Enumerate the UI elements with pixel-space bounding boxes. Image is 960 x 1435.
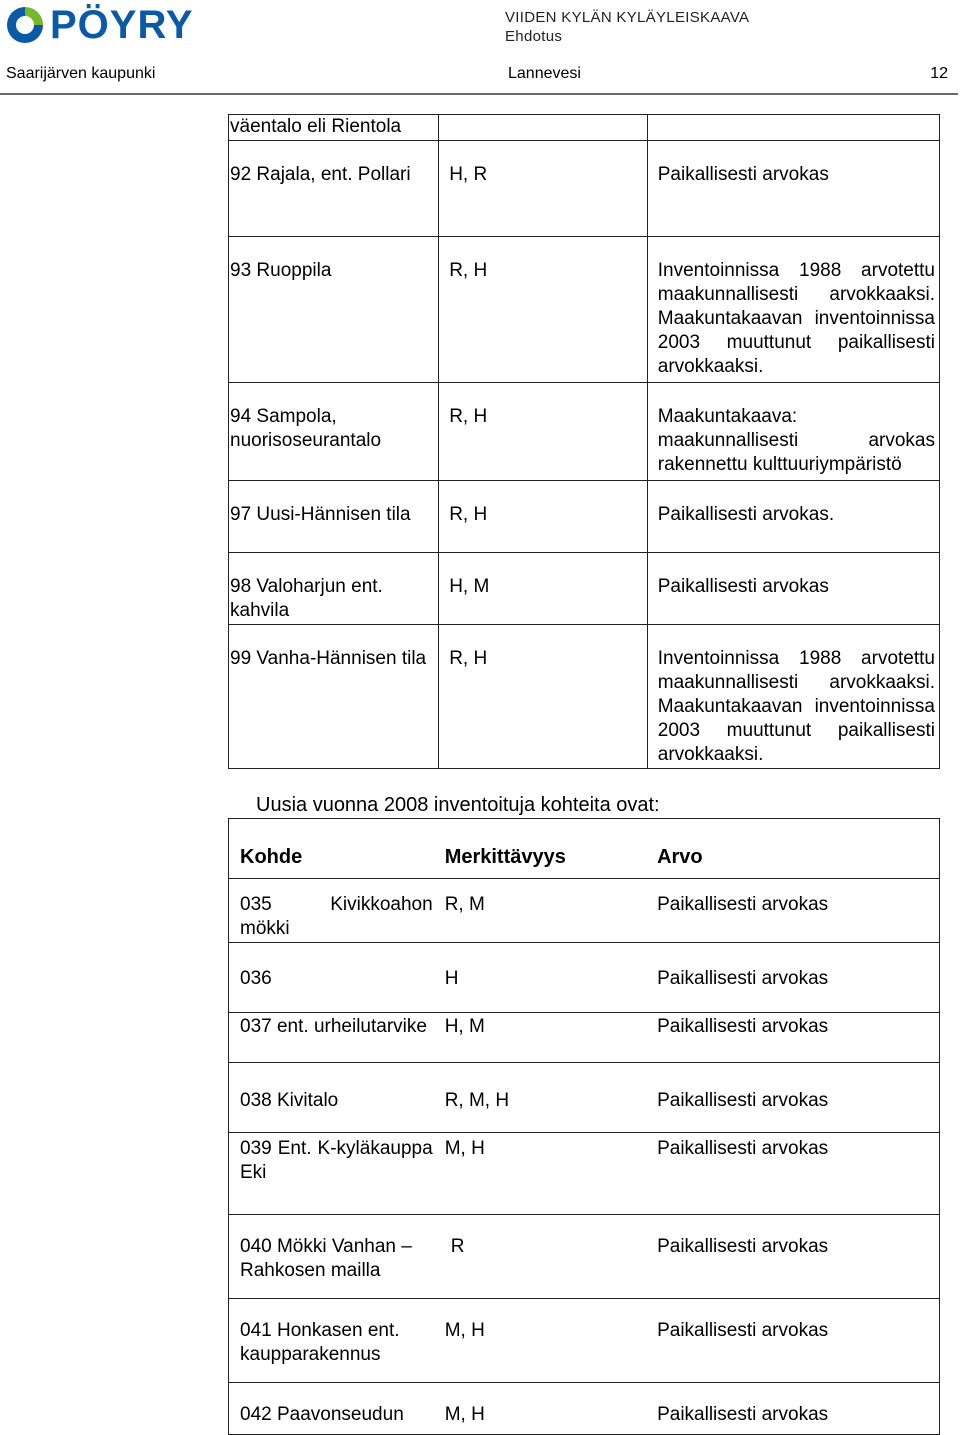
cell-value: Paikallisesti arvokas xyxy=(647,1299,939,1383)
cell-value: Paikallisesti arvokas xyxy=(647,943,939,1013)
cell-name: 041 Honkasen ent. kaupparakennus xyxy=(229,1299,439,1383)
cell-value: Maakuntakaava: maakunnallisesti arvokas rakennettu kulttuuriympäristö xyxy=(647,383,939,481)
area-name: Lannevesi xyxy=(508,65,581,82)
cell-value: Paikallisesti arvokas xyxy=(647,879,939,943)
cell-name: 98 Valoharjun ent. kahvila xyxy=(229,553,439,625)
table-row xyxy=(229,383,940,481)
cell-significance: R, H xyxy=(439,625,648,769)
cell-name: 97 Uusi-Hännisen tila xyxy=(229,481,439,553)
cell-significance: H, R xyxy=(439,141,648,237)
table-row xyxy=(229,1299,940,1383)
cell-significance: R, M xyxy=(439,879,647,943)
cell-significance: R, H xyxy=(439,237,648,383)
document-title: VIIDEN KYLÄN KYLÄYLEISKAAVA xyxy=(505,9,750,26)
cell-name: 042 Paavonseudun xyxy=(229,1383,439,1435)
table-row xyxy=(229,1133,940,1215)
table-row xyxy=(229,481,940,553)
table-row xyxy=(229,1013,940,1063)
cell-value: Paikallisesti arvokas xyxy=(647,1383,939,1435)
cell-significance: R, H xyxy=(439,383,648,481)
cell-name: 99 Vanha-Hännisen tila xyxy=(229,625,439,769)
cell-value: Paikallisesti arvokas. xyxy=(647,481,939,553)
poyry-logo xyxy=(4,3,204,47)
cell-value: Inventoinnissa 1988 arvotettu maakunnallisesti arvokkaaksi. Maakuntakaavan inventoinnissa 2003 muuttunut paikallisesti arvokkaaksi. xyxy=(647,625,939,769)
cell-significance: H, M xyxy=(439,1013,647,1063)
page-number: 12 xyxy=(930,65,948,82)
cell-name: 035 Kivikkoahon mökki xyxy=(229,879,439,943)
cell-name: 93 Ruoppila xyxy=(229,237,439,383)
cell-significance: M, H xyxy=(439,1133,647,1215)
cell-significance: M, H xyxy=(439,1383,647,1435)
table-row xyxy=(229,1383,940,1435)
table-row xyxy=(229,943,940,1013)
cell-significance xyxy=(439,115,648,141)
cell-significance: R, H xyxy=(439,481,648,553)
document-subtitle: Ehdotus xyxy=(505,28,563,45)
cell-name: 92 Rajala, ent. Pollari xyxy=(229,141,439,237)
cell-value: Paikallisesti arvokas xyxy=(647,553,939,625)
cell-name: 038 Kivitalo xyxy=(229,1063,439,1133)
logo-wordmark: PÖYRY xyxy=(50,3,194,47)
table-row xyxy=(229,553,940,625)
cell-value: Paikallisesti arvokas xyxy=(647,1133,939,1215)
header-arvo: Arvo xyxy=(647,819,939,879)
table-row xyxy=(229,1215,940,1299)
header-kohde: Kohde xyxy=(229,819,439,879)
cell-significance: M, H xyxy=(439,1299,647,1383)
poyry-logo-icon xyxy=(4,4,46,46)
running-header xyxy=(6,64,950,86)
cell-name: 94 Sampola, nuorisoseurantalo xyxy=(229,383,439,481)
cell-value xyxy=(647,115,939,141)
table-row xyxy=(229,1063,940,1133)
table-row xyxy=(229,115,940,141)
table-row xyxy=(229,879,940,943)
cell-value: Paikallisesti arvokas xyxy=(647,1063,939,1133)
table-row xyxy=(229,625,940,769)
municipality: Saarijärven kaupunki xyxy=(6,65,156,82)
cell-name: 037 ent. urheilutarvike xyxy=(229,1013,439,1063)
cell-name: 036 xyxy=(229,943,439,1013)
table-row xyxy=(229,237,940,383)
heritage-table-continued xyxy=(228,114,940,769)
cell-significance: H xyxy=(439,943,647,1013)
table-header-row xyxy=(229,819,940,879)
header-rule xyxy=(0,93,958,95)
header-merkittavyys: Merkittävyys xyxy=(439,819,647,879)
cell-value: Paikallisesti arvokas xyxy=(647,1013,939,1063)
cell-name: 039 Ent. K-kyläkauppa Eki xyxy=(229,1133,439,1215)
cell-value: Paikallisesti arvokas xyxy=(647,141,939,237)
cell-significance: R, M, H xyxy=(439,1063,647,1133)
table-row xyxy=(229,141,940,237)
section-caption: Uusia vuonna 2008 inventoituja kohteita ovat: xyxy=(256,794,660,816)
cell-value: Inventoinnissa 1988 arvotettu maakunnallisesti arvokkaaksi. Maakuntakaavan inventoinnissa 2003 muuttunut paikallisesti arvokkaaksi. xyxy=(647,237,939,383)
new-heritage-table xyxy=(228,818,940,1435)
cell-name: 040 Mökki Vanhan – Rahkosen mailla xyxy=(229,1215,439,1299)
cell-significance: H, M xyxy=(439,553,648,625)
cell-significance: R xyxy=(439,1215,647,1299)
cell-name: väentalo eli Rientola xyxy=(229,115,439,141)
document-title-block xyxy=(505,8,749,46)
cell-value: Paikallisesti arvokas xyxy=(647,1215,939,1299)
